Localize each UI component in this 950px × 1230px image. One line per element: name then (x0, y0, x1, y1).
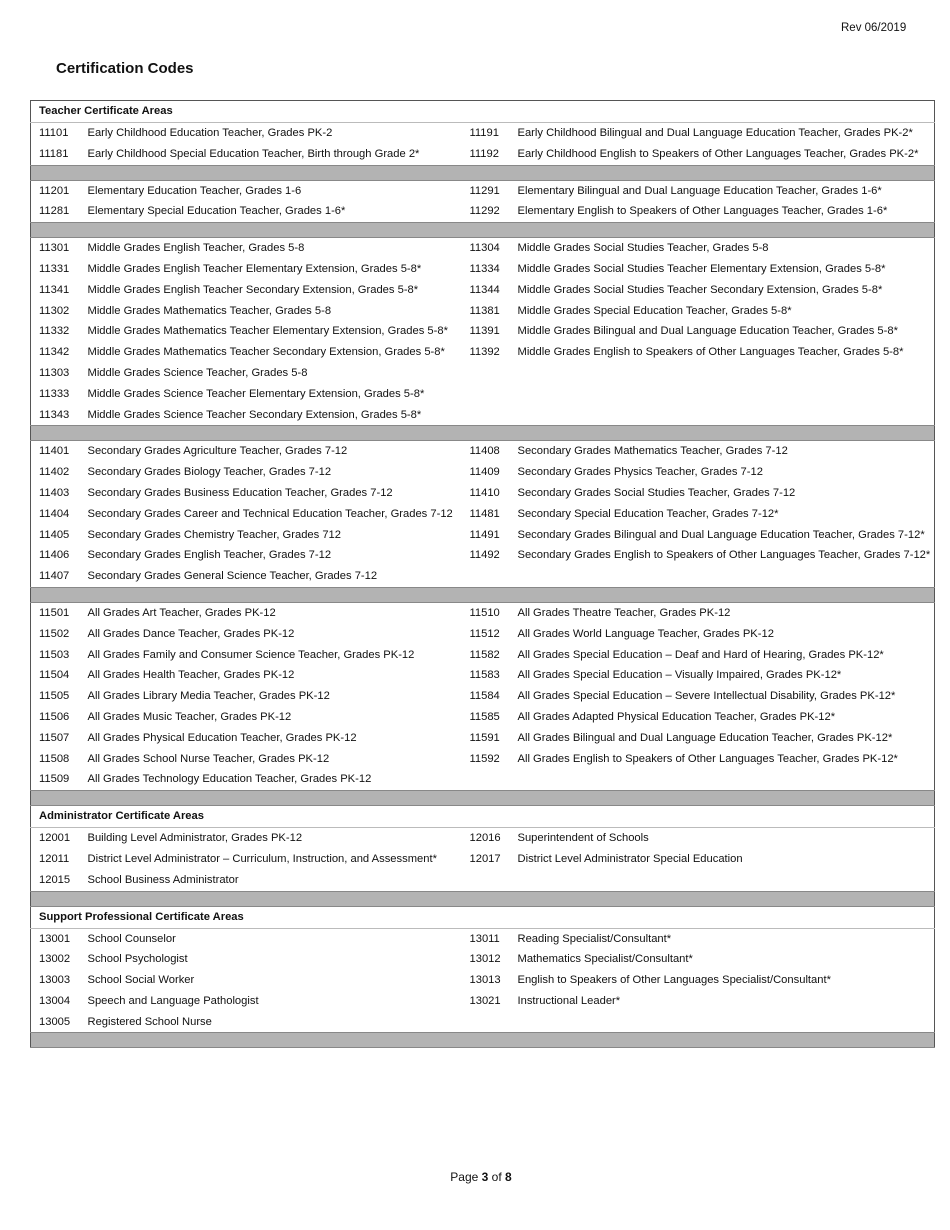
certification-description: Instructional Leader* (517, 994, 621, 1007)
certification-code: 11332 (39, 325, 70, 338)
certification-code: 11491 (469, 528, 500, 541)
section-title: Teacher Certificate Areas (31, 101, 935, 123)
certification-description: Elementary English to Speakers of Other Languages Teacher, Grades 1-6* (517, 205, 888, 218)
certification-code: 11410 (469, 486, 500, 499)
table-row (31, 405, 935, 426)
certification-code: 12001 (39, 832, 71, 845)
certification-code: 11192 (469, 147, 499, 160)
page-footer (0, 1170, 950, 1184)
certification-description: All Grades Dance Teacher, Grades PK-12 (87, 627, 295, 640)
divider-cell (31, 791, 935, 806)
certification-code: 11592 (469, 752, 500, 765)
certification-code: 11331 (39, 262, 70, 275)
certification-code: 13013 (469, 974, 501, 987)
certification-description: All Grades Health Teacher, Grades PK-12 (87, 669, 295, 682)
certification-code: 11583 (469, 669, 500, 682)
certification-code: 13011 (469, 932, 500, 945)
table-row (31, 342, 935, 363)
certification-code: 11481 (469, 507, 500, 520)
certification-description: Secondary Grades Bilingual and Dual Language Education Teacher, Grades 7-12* (517, 528, 925, 541)
certification-code: 11333 (39, 387, 70, 400)
table-row (31, 970, 935, 991)
table-row (31, 645, 935, 666)
divider-cell (31, 1033, 935, 1048)
certification-description: All Grades Art Teacher, Grades PK-12 (87, 606, 276, 619)
table-row (31, 259, 935, 280)
certification-code: 11392 (469, 346, 500, 359)
footer-page-total: 8 (505, 1170, 512, 1184)
certification-code: 11201 (39, 184, 70, 197)
certification-code: 11291 (469, 184, 500, 197)
certification-description: Elementary Bilingual and Dual Language Education Teacher, Grades 1-6* (517, 184, 882, 197)
table-row (31, 828, 935, 849)
certification-description: All Grades Adapted Physical Education Teacher, Grades PK-12* (517, 710, 836, 723)
table-row (31, 123, 935, 144)
certification-description: Secondary Grades English Teacher, Grades 7-12 (87, 549, 332, 562)
certification-description: Middle Grades Bilingual and Dual Language Education Teacher, Grades 5-8* (517, 325, 898, 338)
table-row (31, 749, 935, 770)
empty-cell (462, 363, 510, 384)
certification-code: 11343 (39, 408, 70, 421)
certification-code: 11502 (39, 627, 70, 640)
certification-code: 11101 (39, 127, 69, 139)
certification-code: 11304 (469, 242, 500, 255)
certification-description: School Psychologist (87, 953, 188, 966)
empty-cell (462, 1012, 510, 1033)
certification-description: Middle Grades Mathematics Teacher, Grades 5-8 (87, 304, 332, 317)
empty-cell (510, 566, 935, 587)
certification-code: 11391 (469, 325, 500, 338)
empty-cell (462, 870, 510, 891)
certification-code: 11407 (39, 570, 70, 583)
certification-code: 13012 (469, 953, 501, 966)
table-row (31, 665, 935, 686)
table-row (31, 928, 935, 949)
certification-description: Secondary Grades Physics Teacher, Grades 7-12 (517, 466, 763, 479)
table-row (31, 525, 935, 546)
certification-description: All Grades Theatre Teacher, Grades PK-12 (517, 606, 731, 619)
empty-cell (462, 566, 510, 587)
table-row (31, 321, 935, 342)
certification-code: 11402 (39, 466, 70, 479)
certification-code: 13005 (39, 1015, 71, 1028)
divider-cell (31, 891, 935, 906)
certification-description: Elementary Special Education Teacher, Grades 1-6* (87, 205, 346, 218)
divider-cell (31, 587, 935, 602)
certification-code: 11406 (39, 549, 70, 562)
table-row (31, 483, 935, 504)
table-row (31, 441, 935, 462)
certification-code: 11512 (469, 627, 500, 640)
section-divider (31, 791, 935, 806)
footer-page-prefix: Page (450, 1170, 482, 1184)
empty-cell (510, 405, 935, 426)
certification-code: 12017 (469, 852, 501, 865)
table-row (31, 180, 935, 201)
table-row (31, 363, 935, 384)
table-row (31, 201, 935, 222)
table-row (31, 624, 935, 645)
certification-code: 11408 (469, 445, 500, 458)
page-title: Certification Codes (56, 60, 194, 77)
table-row (31, 686, 935, 707)
certification-code: 11506 (39, 710, 70, 723)
certification-description: All Grades World Language Teacher, Grades PK-12 (517, 627, 774, 640)
certification-description: English to Speakers of Other Languages Specialist/Consultant* (517, 974, 831, 987)
certification-description: Secondary Grades Biology Teacher, Grades 7-12 (87, 466, 332, 479)
table-row (31, 602, 935, 623)
certification-description: All Grades Bilingual and Dual Language Education Teacher, Grades PK-12* (517, 731, 893, 744)
section-title: Support Professional Certificate Areas (31, 906, 935, 928)
section-divider (31, 587, 935, 602)
certification-code: 11584 (469, 690, 500, 703)
revision-date: Rev 06/2019 (841, 22, 907, 34)
certification-code: 11292 (469, 205, 500, 218)
certification-code: 11403 (39, 486, 70, 499)
certification-description: Middle Grades English Teacher, Grades 5-8 (87, 242, 305, 255)
certification-code: 11302 (39, 304, 70, 317)
certification-description: School Counselor (87, 932, 176, 945)
certification-code: 11504 (39, 669, 70, 682)
table-row (31, 728, 935, 749)
certification-description: District Level Administrator – Curriculum, Instruction, and Assessment* (87, 852, 437, 865)
empty-cell (462, 769, 510, 790)
certification-description: Reading Specialist/Consultant* (517, 932, 672, 945)
table-row (31, 707, 935, 728)
certification-description: Secondary Grades General Science Teacher, Grades 7-12 (87, 570, 378, 583)
empty-cell (462, 384, 510, 405)
certification-description: Elementary Education Teacher, Grades 1-6 (87, 184, 302, 197)
divider-cell (31, 223, 935, 238)
certification-description: Building Level Administrator, Grades PK-12 (87, 832, 303, 845)
divider-cell (31, 426, 935, 441)
certification-code: 11492 (469, 549, 500, 562)
table-row (31, 301, 935, 322)
footer-page-current: 3 (481, 1170, 489, 1184)
certification-description: Middle Grades English to Speakers of Other Languages Teacher, Grades 5-8* (517, 346, 904, 359)
certification-description: Middle Grades Science Teacher Elementary Extension, Grades 5-8* (87, 387, 425, 400)
table-row (31, 870, 935, 891)
certification-description: Secondary Grades English to Speakers of Other Languages Teacher, Grades 7-12* (517, 549, 931, 562)
table-row (31, 384, 935, 405)
certification-code: 13003 (39, 974, 71, 987)
certification-description: Secondary Grades Career and Technical Education Teacher, Grades 7-12 (87, 507, 453, 520)
empty-cell (510, 363, 935, 384)
certification-description: Early Childhood Education Teacher, Grades PK-2 (87, 127, 333, 139)
certification-description: All Grades English to Speakers of Other Languages Teacher, Grades PK-12* (517, 752, 898, 765)
section-divider (31, 891, 935, 906)
certification-description: School Social Worker (87, 974, 195, 987)
section-divider (31, 426, 935, 441)
certification-description: Early Childhood Bilingual and Dual Language Education Teacher, Grades PK-2* (517, 127, 913, 139)
certification-description: Secondary Grades Chemistry Teacher, Grades 712 (87, 528, 342, 541)
certification-code: 11591 (469, 731, 500, 744)
certification-description: All Grades Physical Education Teacher, Grades PK-12 (87, 731, 357, 744)
section-header-row (31, 806, 935, 828)
table-row (31, 769, 935, 790)
table-row (31, 144, 935, 165)
divider-cell (31, 165, 935, 180)
certification-code: 12011 (39, 852, 70, 865)
certification-description: All Grades Music Teacher, Grades PK-12 (87, 710, 292, 723)
table-row (31, 849, 935, 870)
certification-code: 11303 (39, 366, 70, 379)
certification-code: 11501 (39, 606, 70, 619)
certification-description: All Grades Special Education – Visually Impaired, Grades PK-12* (517, 669, 842, 682)
certification-description: Secondary Grades Business Education Teacher, Grades 7-12 (87, 486, 393, 499)
footer-page-middle: of (488, 1170, 506, 1184)
certification-code: 11301 (39, 242, 70, 255)
section-divider (31, 223, 935, 238)
certification-description: Middle Grades Science Teacher, Grades 5-8 (87, 366, 308, 379)
certification-description: Middle Grades English Teacher Secondary Extension, Grades 5-8* (87, 283, 419, 296)
certification-code: 11405 (39, 528, 70, 541)
certification-code: 13001 (39, 932, 71, 945)
certification-code: 11507 (39, 731, 70, 744)
certification-code: 11503 (39, 648, 70, 661)
certification-code: 12015 (39, 873, 71, 886)
certification-description: Secondary Grades Social Studies Teacher, Grades 7-12 (517, 486, 796, 499)
certification-description: Secondary Special Education Teacher, Grades 7-12* (517, 507, 779, 520)
table-row (31, 1012, 935, 1033)
certification-description: Secondary Grades Agriculture Teacher, Grades 7-12 (87, 445, 348, 458)
table-row (31, 991, 935, 1012)
certification-description: Early Childhood Special Education Teacher, Birth through Grade 2* (87, 147, 420, 160)
certification-description: Early Childhood English to Speakers of Other Languages Teacher, Grades PK-2* (517, 147, 919, 160)
table-row (31, 949, 935, 970)
certification-code: 13002 (39, 953, 71, 966)
certification-code: 11401 (39, 445, 70, 458)
table-row (31, 566, 935, 587)
certification-code: 11404 (39, 507, 70, 520)
certification-code: 11381 (469, 304, 500, 317)
certification-code: 11341 (39, 283, 70, 296)
certification-description: All Grades Family and Consumer Science Teacher, Grades PK-12 (87, 648, 415, 661)
section-title: Administrator Certificate Areas (31, 806, 935, 828)
empty-cell (462, 405, 510, 426)
empty-cell (510, 384, 935, 405)
certification-code: 11508 (39, 752, 70, 765)
certification-code: 13004 (39, 994, 71, 1007)
table-row (31, 545, 935, 566)
section-divider (31, 165, 935, 180)
certification-description: All Grades Special Education – Deaf and Hard of Hearing, Grades PK-12* (517, 648, 884, 661)
empty-cell (510, 769, 935, 790)
certification-code: 11181 (39, 147, 69, 160)
certification-description: Middle Grades Special Education Teacher, Grades 5-8* (517, 304, 792, 317)
certification-description: Middle Grades Social Studies Teacher Secondary Extension, Grades 5-8* (517, 283, 883, 296)
certification-code: 11510 (469, 606, 500, 619)
section-header-row (31, 906, 935, 928)
certification-code: 11334 (469, 262, 500, 275)
certification-description: Middle Grades Mathematics Teacher Secondary Extension, Grades 5-8* (87, 346, 445, 359)
certification-code: 11344 (469, 283, 500, 296)
certification-description: All Grades School Nurse Teacher, Grades PK-12 (87, 752, 330, 765)
table-row (31, 462, 935, 483)
certification-code: 11509 (39, 773, 70, 786)
certification-description: Middle Grades English Teacher Elementary Extension, Grades 5-8* (87, 262, 422, 275)
table-row (31, 238, 935, 259)
certification-description: District Level Administrator Special Education (517, 852, 743, 865)
certification-codes-table-container (30, 100, 934, 1048)
certification-description: Middle Grades Social Studies Teacher Elementary Extension, Grades 5-8* (517, 262, 886, 275)
certification-codes-table (30, 100, 935, 1048)
section-divider (31, 1033, 935, 1048)
certification-code: 12016 (469, 832, 501, 845)
certification-code: 11585 (469, 710, 500, 723)
certification-code: 11505 (39, 690, 70, 703)
empty-cell (510, 870, 935, 891)
certification-description: Speech and Language Pathologist (87, 994, 259, 1007)
table-row (31, 280, 935, 301)
empty-cell (510, 1012, 935, 1033)
certification-description: School Business Administrator (87, 873, 239, 886)
certification-description: Middle Grades Science Teacher Secondary Extension, Grades 5-8* (87, 408, 422, 421)
table-row (31, 504, 935, 525)
certification-description: Mathematics Specialist/Consultant* (517, 953, 693, 966)
certification-description: All Grades Technology Education Teacher, Grades PK-12 (87, 773, 372, 786)
certification-description: All Grades Library Media Teacher, Grades PK-12 (87, 690, 330, 703)
certification-description: Middle Grades Social Studies Teacher, Grades 5-8 (517, 242, 769, 255)
certification-description: All Grades Special Education – Severe Intellectual Disability, Grades PK-12* (517, 690, 896, 703)
certification-description: Superintendent of Schools (517, 832, 649, 845)
certification-code: 11342 (39, 346, 70, 359)
certification-code: 11281 (39, 205, 70, 218)
certification-code: 13021 (469, 994, 501, 1007)
certification-code: 11409 (469, 466, 500, 479)
certification-description: Middle Grades Mathematics Teacher Elementary Extension, Grades 5-8* (87, 325, 448, 338)
certification-description: Secondary Grades Mathematics Teacher, Grades 7-12 (517, 445, 788, 458)
section-header-row (31, 101, 935, 123)
certification-code: 11582 (469, 648, 500, 661)
certification-description: Registered School Nurse (87, 1015, 212, 1028)
certification-code: 11191 (469, 127, 499, 139)
